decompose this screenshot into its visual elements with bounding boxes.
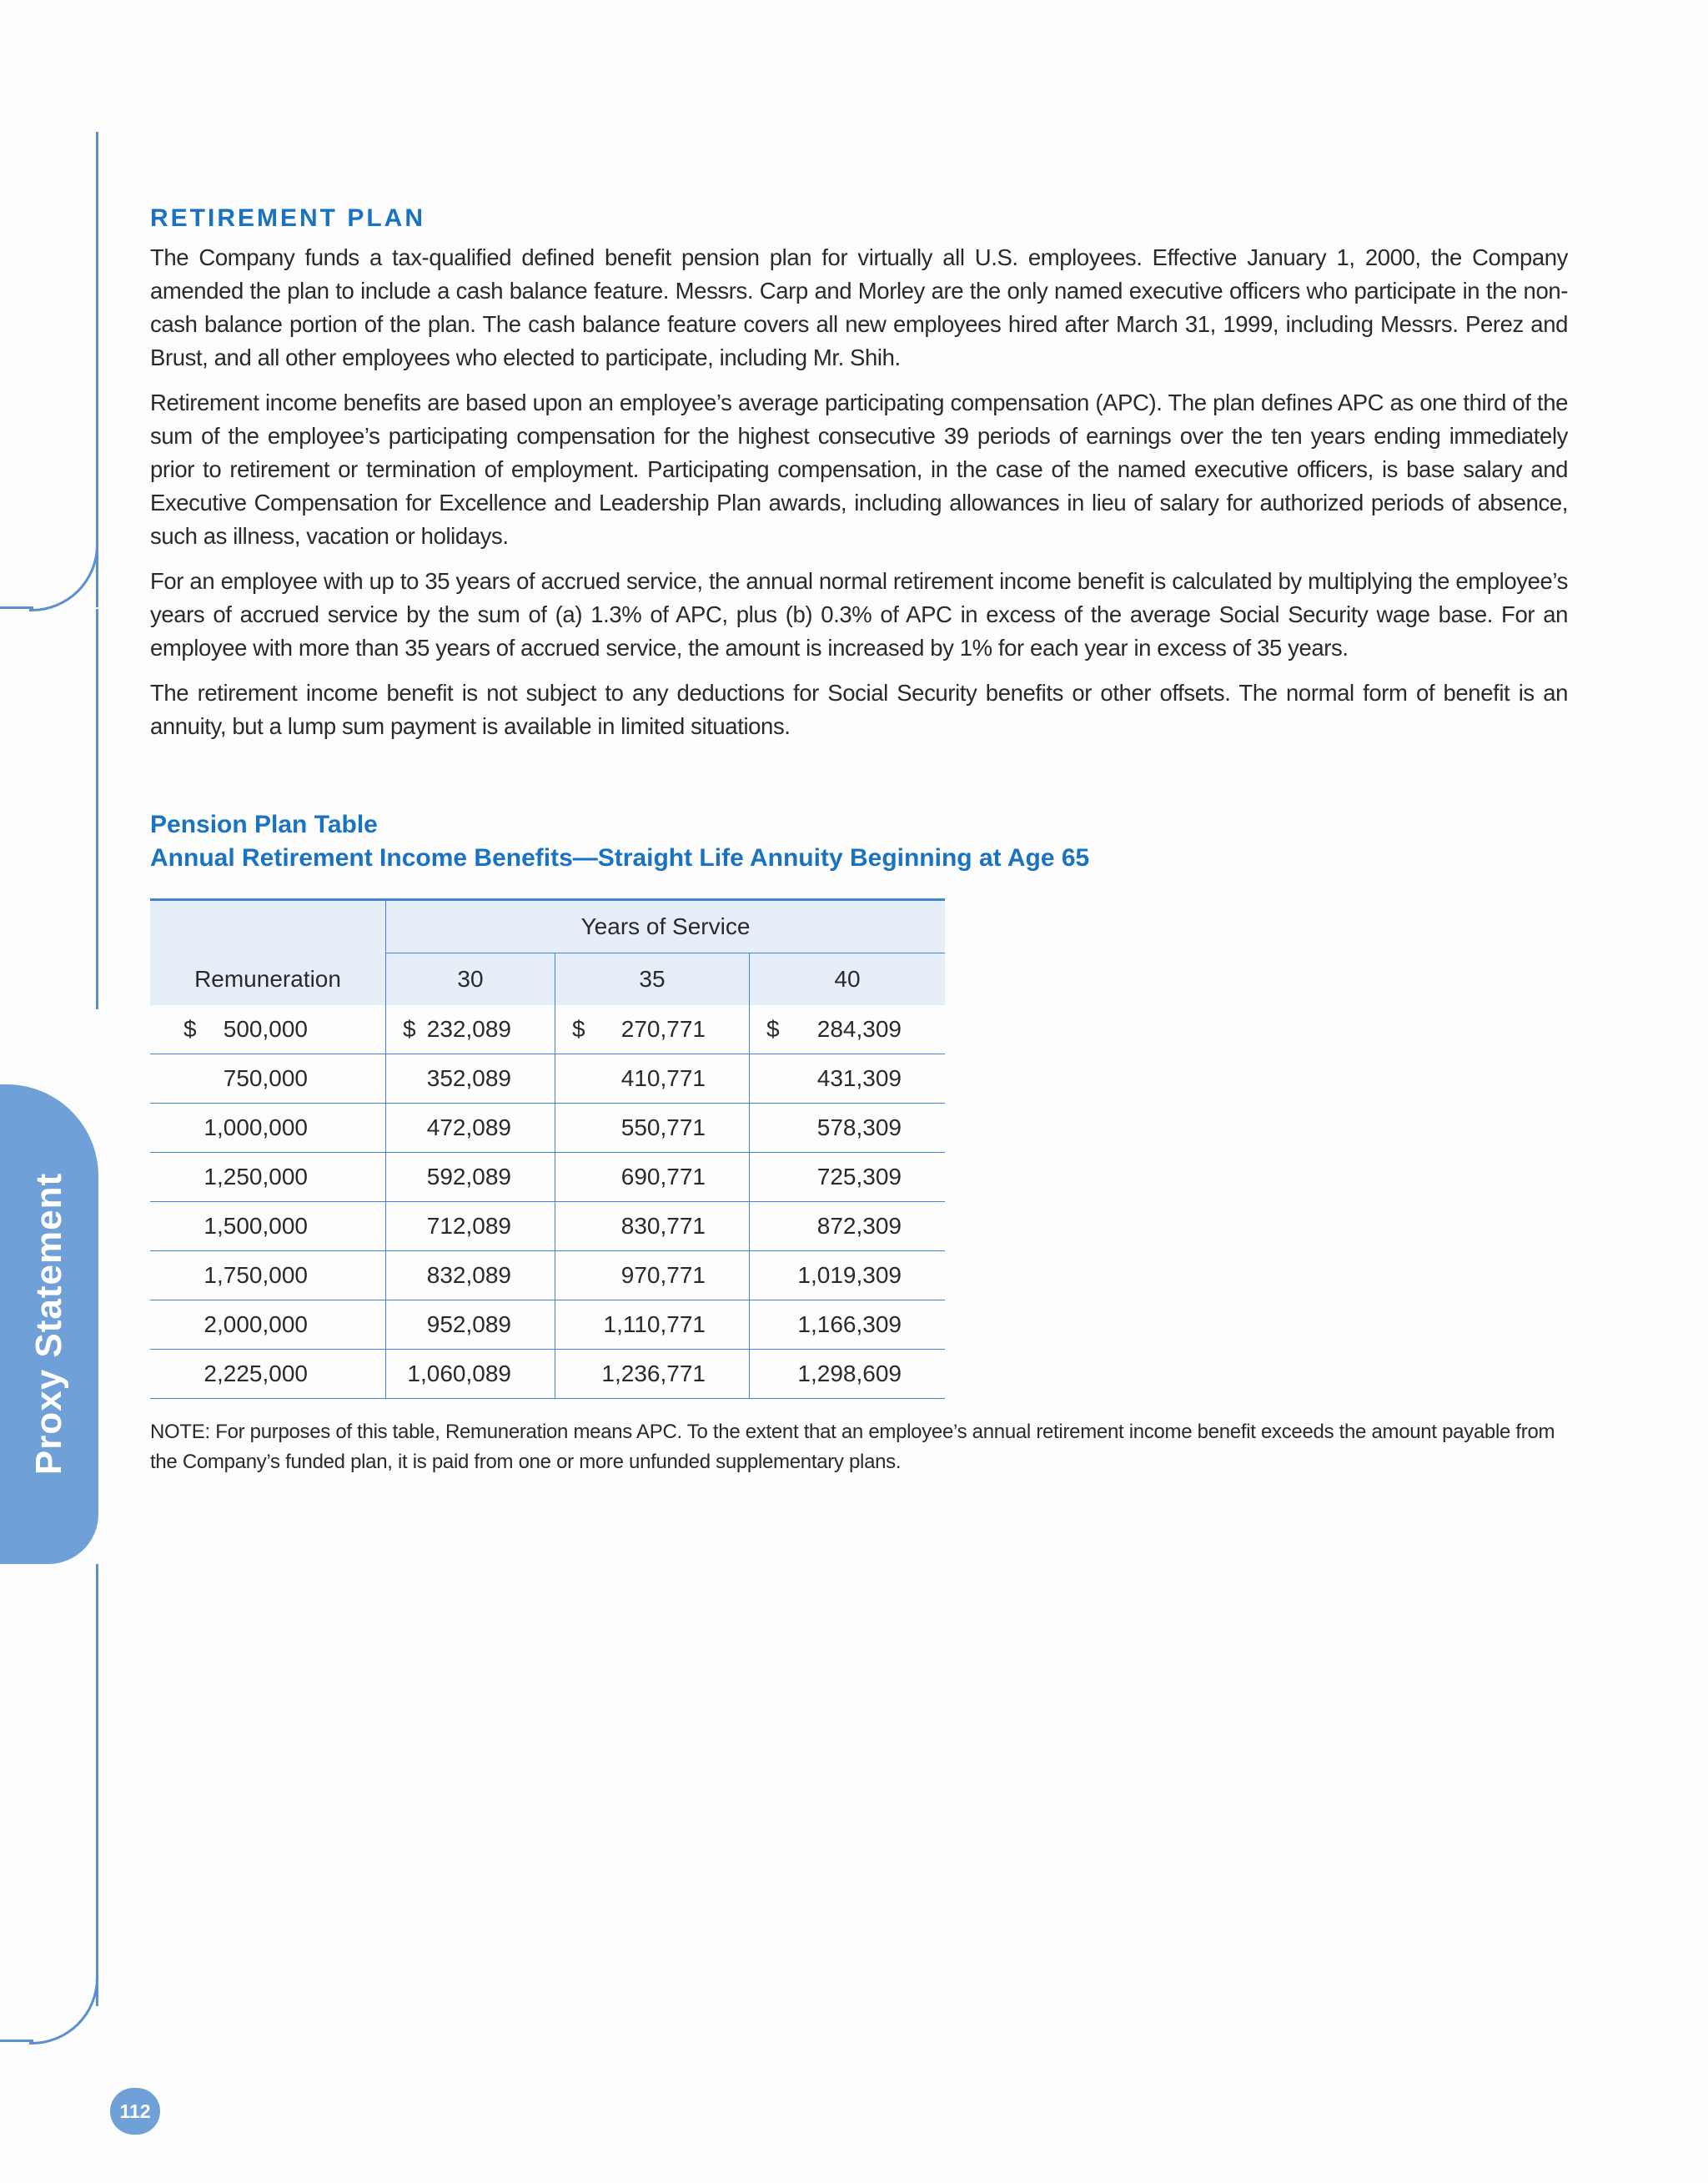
benefit-cell: 1,110,771 <box>555 1300 750 1350</box>
remuneration-cell: 1,500,000 <box>150 1202 386 1251</box>
benefit-cell: 550,771 <box>555 1104 750 1153</box>
side-tab-label: Proxy Statement <box>28 1172 69 1476</box>
benefit-cell: 970,771 <box>555 1251 750 1300</box>
table-row <box>150 1005 945 1054</box>
pension-plan-table <box>150 898 945 1399</box>
table-title-line-1: Pension Plan Table <box>150 811 378 838</box>
table-title-line-2: Annual Retirement Income Benefits—Straight Life Annuity Beginning at Age 65 <box>150 844 1090 872</box>
page-number: 112 <box>110 2088 160 2135</box>
main-content <box>150 204 1568 1477</box>
table-row <box>150 1251 945 1300</box>
remuneration-cell: 750,000 <box>150 1054 386 1104</box>
margin-curve-top <box>29 542 98 611</box>
benefit-value: 284,309 <box>816 1016 902 1042</box>
margin-line-top <box>96 132 98 607</box>
remuneration-cell <box>150 1005 386 1054</box>
paragraph-2: Retirement income benefits are based upon an employee’s average participating compensation (APC). The plan defines APC as one third of the sum of the employee’s participating compensation for the highest consecutive 39 periods of earnings over the ten years ending immediately prior to retirement or termination of employment. Participating compensation, in the case of the named executive officers, is base salary and Executive Compensation for Excellence and Leadership Plan awards, including allowances in lieu of salary for authorized periods of absence, such as illness, vacation or holidays. <box>150 390 1568 549</box>
benefit-value: 270,771 <box>620 1016 706 1042</box>
benefit-cell: 1,166,309 <box>750 1300 946 1350</box>
benefit-cell <box>386 1005 555 1054</box>
benefit-cell: 1,060,089 <box>386 1350 555 1399</box>
benefit-value: 232,089 <box>426 1016 511 1042</box>
column-header-35: 35 <box>555 953 750 1006</box>
currency-symbol: $ <box>572 1016 585 1042</box>
remuneration-cell: 1,000,000 <box>150 1104 386 1153</box>
currency-symbol: $ <box>183 1016 197 1042</box>
table-note: NOTE: For purposes of this table, Remuneration means APC. To the extent that an employee’s annual retirement income benefit exceeds the amount payable from the Company’s funded plan, it is paid from one or more unfunded supplementary plans. <box>150 1421 1555 1473</box>
benefit-cell: 592,089 <box>386 1153 555 1202</box>
benefit-cell: 352,089 <box>386 1054 555 1104</box>
benefit-cell: 712,089 <box>386 1202 555 1251</box>
table-row <box>150 1350 945 1399</box>
table-row <box>150 1300 945 1350</box>
margin-line-bottom <box>96 1564 98 2006</box>
remuneration-cell: 1,750,000 <box>150 1251 386 1300</box>
table-row <box>150 1104 945 1153</box>
table-column-header-row <box>150 953 945 1006</box>
benefit-cell <box>750 1005 946 1054</box>
remuneration-header: Remuneration <box>150 953 386 1006</box>
benefit-cell: 690,771 <box>555 1153 750 1202</box>
margin-curve-bottom <box>29 1975 98 2045</box>
table-group-header-row <box>150 900 945 953</box>
benefit-cell: 1,019,309 <box>750 1251 946 1300</box>
benefit-cell: 872,309 <box>750 1202 946 1251</box>
section-heading: RETIREMENT PLAN <box>150 204 425 232</box>
margin-line-mid <box>96 609 98 1009</box>
years-of-service-header: Years of Service <box>386 900 946 953</box>
margin-horizontal-top <box>0 606 33 609</box>
paragraph-1: The Company funds a tax-qualified defined benefit pension plan for virtually all U.S. employees. Effective January 1, 2000, the Company amended the plan to include a cash balance feature. Messrs. Carp and Morley are the only named executive officers who participate in the non-cash balance portion of the plan. The cash balance feature covers all new employees hired after March 31, 1999, including Messrs. Perez and Brust, and all other employees who elected to participate, including Mr. Shih. <box>150 244 1568 370</box>
remuneration-value: 500,000 <box>223 1016 308 1042</box>
paragraph-3: For an employee with up to 35 years of accrued service, the annual normal retirement income benefit is calculated by multiplying the employee’s years of accrued service by the sum of (a) 1.3% of APC, plus (b) 0.3% of APC in excess of the average Social Security wage base. For an employee with more than 35 years of accrued service, the amount is increased by 1% for each year in excess of 35 years. <box>150 568 1568 661</box>
benefit-cell: 952,089 <box>386 1300 555 1350</box>
table-row <box>150 1054 945 1104</box>
benefit-cell <box>555 1005 750 1054</box>
benefit-cell: 410,771 <box>555 1054 750 1104</box>
margin-horizontal-bottom <box>0 2040 33 2042</box>
paragraph-4: The retirement income benefit is not subject to any deductions for Social Security benefits or other offsets. The normal form of benefit is an annuity, but a lump sum payment is available in limited situations. <box>150 680 1568 739</box>
benefit-cell: 578,309 <box>750 1104 946 1153</box>
benefit-cell: 1,236,771 <box>555 1350 750 1399</box>
table-title <box>150 808 1568 875</box>
section-side-tab <box>0 1084 98 1564</box>
table-row <box>150 1153 945 1202</box>
table-row <box>150 1202 945 1251</box>
column-header-40: 40 <box>750 953 946 1006</box>
remuneration-cell: 2,225,000 <box>150 1350 386 1399</box>
benefit-cell: 1,298,609 <box>750 1350 946 1399</box>
remuneration-cell: 1,250,000 <box>150 1153 386 1202</box>
benefit-cell: 830,771 <box>555 1202 750 1251</box>
header-blank-cell <box>150 900 386 953</box>
benefit-cell: 472,089 <box>386 1104 555 1153</box>
remuneration-cell: 2,000,000 <box>150 1300 386 1350</box>
benefit-cell: 832,089 <box>386 1251 555 1300</box>
currency-symbol: $ <box>766 1016 780 1042</box>
currency-symbol: $ <box>403 1016 416 1042</box>
benefit-cell: 431,309 <box>750 1054 946 1104</box>
benefit-cell: 725,309 <box>750 1153 946 1202</box>
column-header-30: 30 <box>386 953 555 1006</box>
